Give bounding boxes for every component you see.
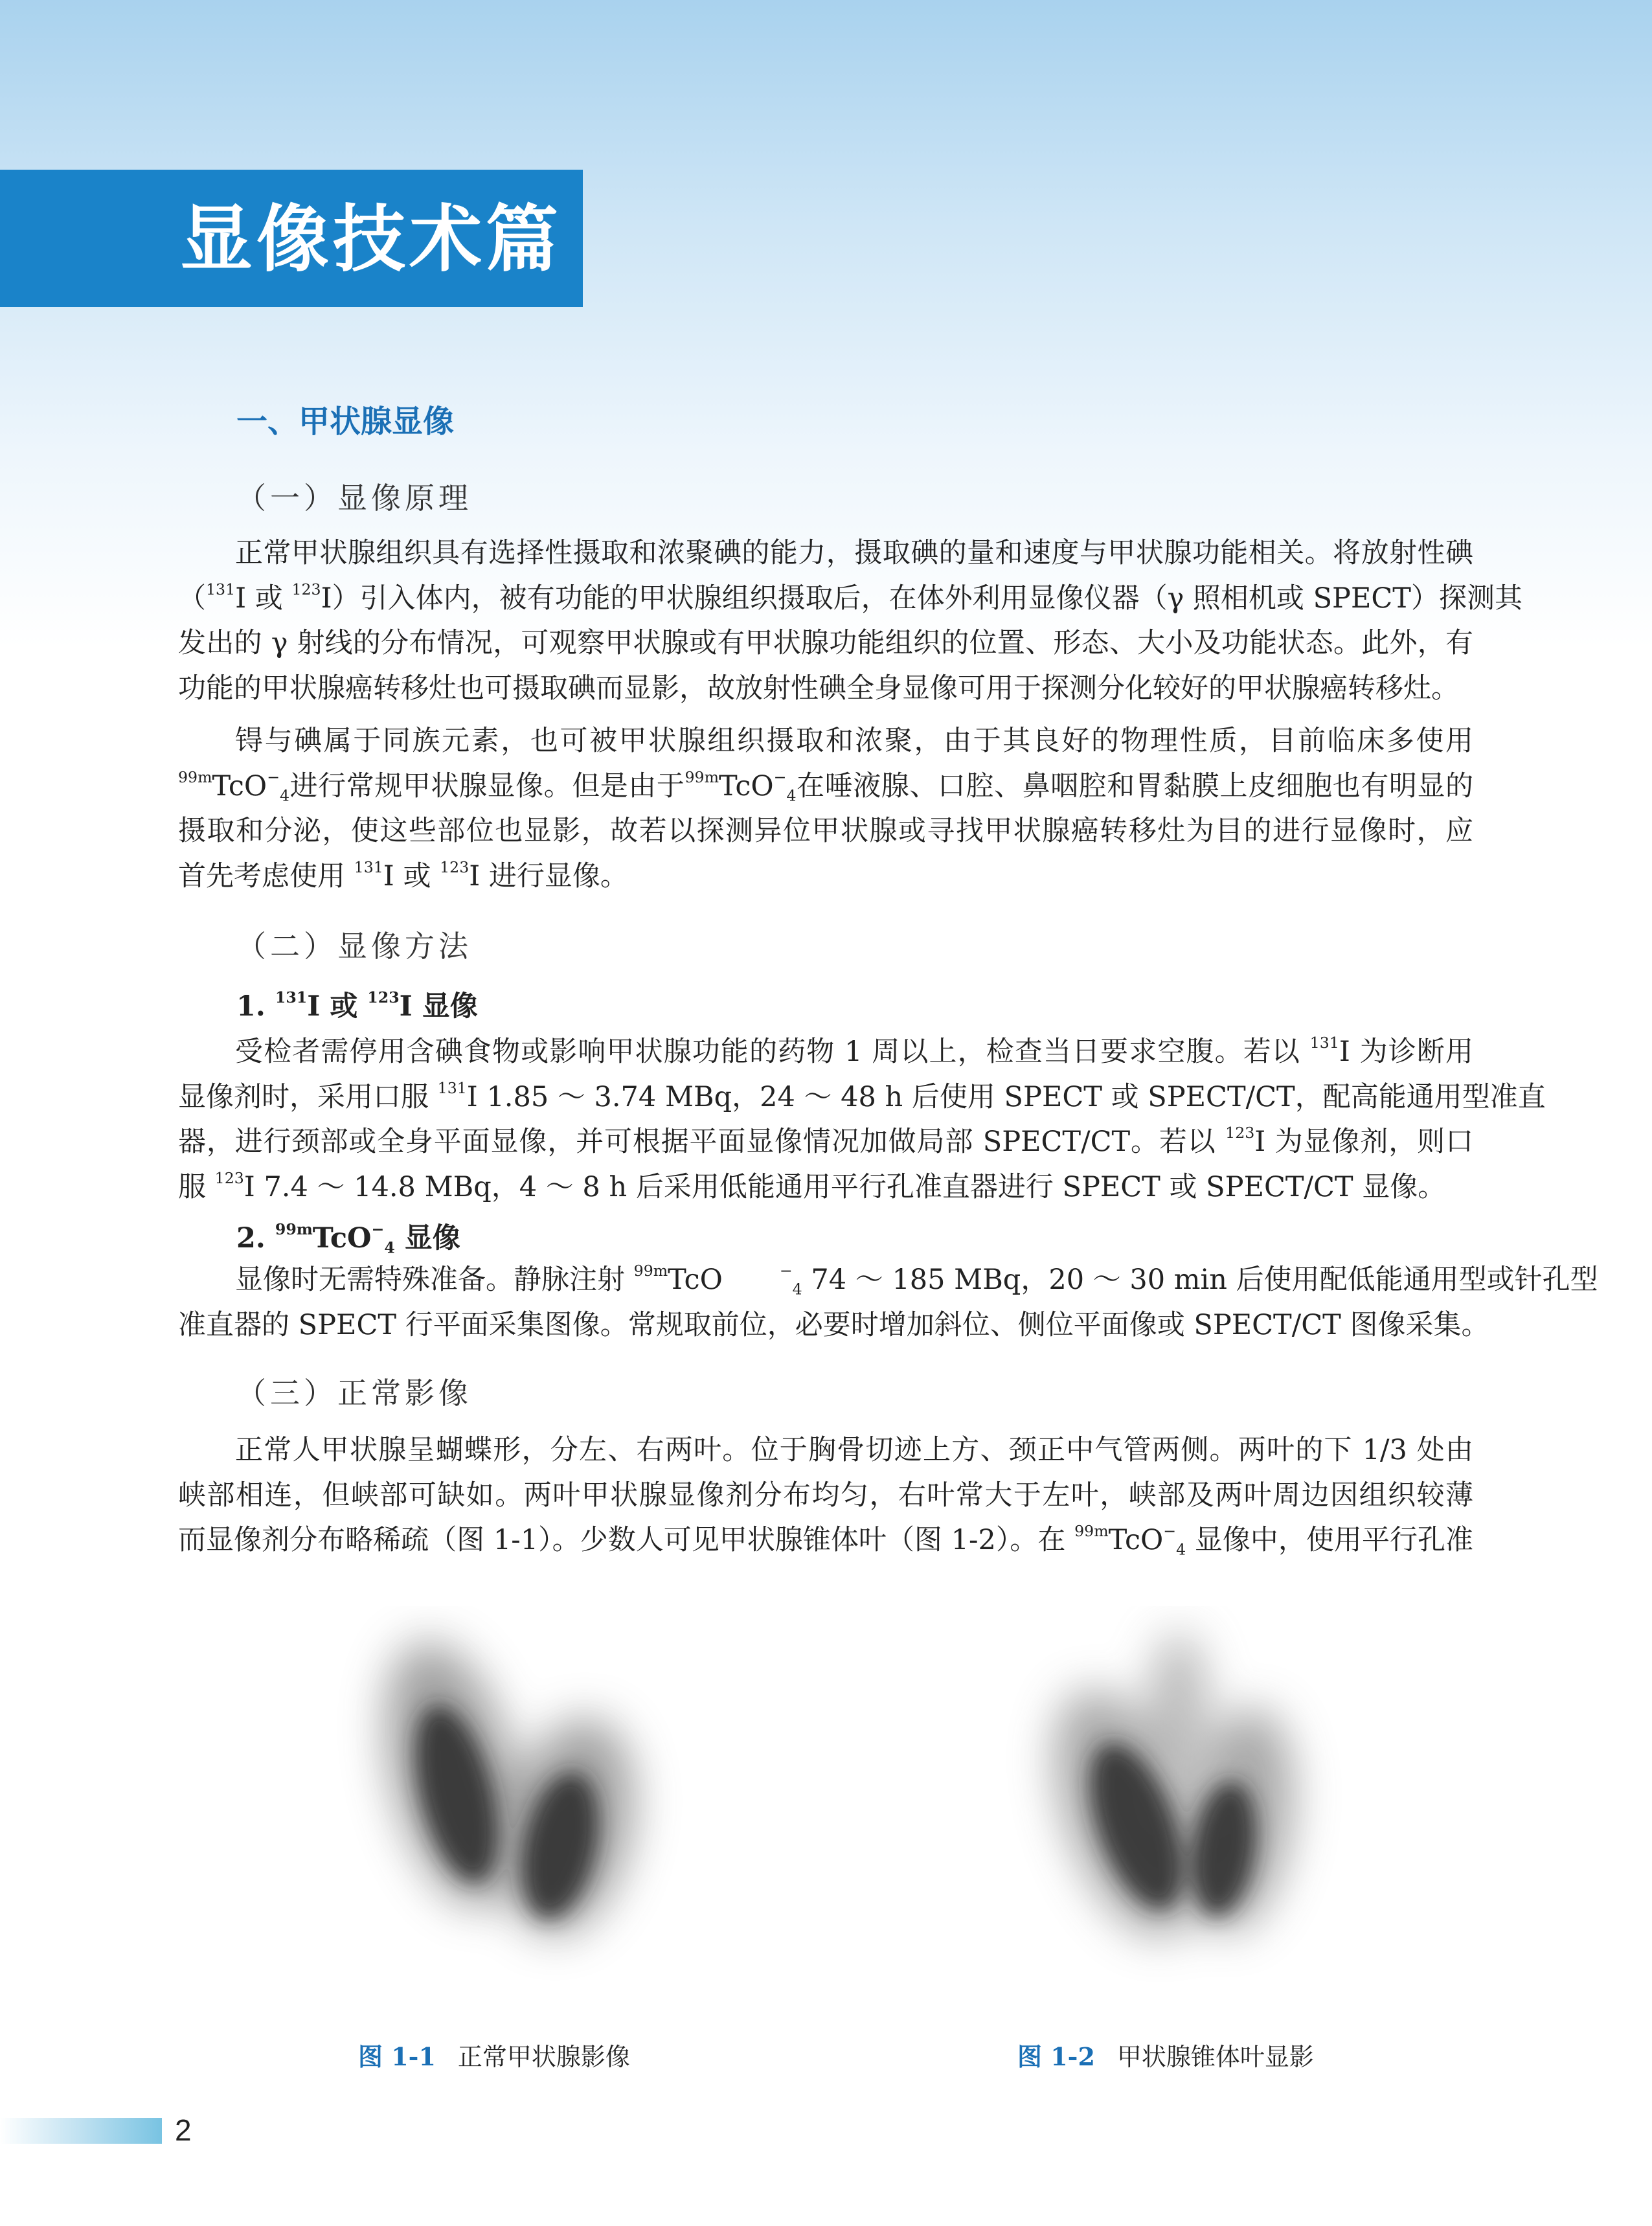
figure-normal-thyroid-image: [337, 1606, 758, 2021]
page-number: 2: [175, 2113, 192, 2147]
text-line: 正常人甲状腺呈蝴蝶形，分左、右两叶。位于胸骨切迹上方、颈正中气管两侧。两叶的下 1/3 处由: [235, 1434, 1473, 1466]
text-line: 服 $^{123}$I 7.4 ～ 14.8 MBq，4 ～ 8 h 后采用低能通用平行孔准直器进行 SPECT 或 SPECT/CT 显像。: [178, 1168, 1446, 1203]
figure-caption-text: 正常甲状腺影像: [457, 2043, 630, 2071]
section-title: 一、甲状腺显像: [236, 403, 455, 440]
figure-number: 图 1-2: [1017, 2042, 1095, 2071]
subsection-method: （二）显像方法: [236, 929, 472, 964]
paragraph-method1: [178, 1030, 1546, 1210]
text-line: 摄取和分泌，使这些部位也显影，故若以探测异位甲状腺或寻找甲状腺癌转移灶为目的进行显像时，应: [178, 815, 1473, 847]
paragraph-principle: [178, 531, 1522, 711]
subsection-principle: （一）显像原理: [236, 481, 472, 516]
footer-accent-bar: [0, 2118, 162, 2144]
paragraph-normal-image: [178, 1428, 1473, 1563]
figure-caption-2: [1017, 2037, 1314, 2073]
text-line: 正常甲状腺组织具有选择性摄取和浓聚碘的能力，摄取碘的量和速度与甲状腺功能相关。将放射性碘: [235, 537, 1473, 569]
figure-caption-1: [358, 2037, 630, 2073]
method2-title: 2. $^{99m}$TcO−4 显像: [236, 1220, 460, 1257]
text-line: 显像时无需特殊准备。静脉注射 $^{99m}$TcO −4 74 ～ 185 MBq，20 ～ 30 min 后使用配低能通用型或针孔型: [235, 1261, 1598, 1299]
text-line: 功能的甲状腺癌转移灶也可摄取碘而显影，故放射性碘全身显像可用于探测分化较好的甲状腺癌转移灶。: [178, 672, 1459, 705]
figure-number: 图 1-1: [358, 2042, 436, 2071]
text-line: 器，进行颈部或全身平面显像，并可根据平面显像情况加做局部 SPECT/CT。若以 $^{123}$I 为显像剂，则口: [178, 1123, 1473, 1158]
method1-title: 1. $^{131}$I 或 $^{123}$I 显像: [236, 988, 478, 1023]
text-line: 首先考虑使用 $^{131}$I 或 $^{123}$I 进行显像。: [178, 857, 628, 892]
paragraph-technetium: [178, 719, 1473, 899]
text-line: 发出的 γ 射线的分布情况，可观察甲状腺或有甲状腺功能组织的位置、形态、大小及功能状态。此外，有: [178, 627, 1473, 659]
figure-caption-text: 甲状腺锥体叶显影: [1116, 2043, 1314, 2071]
text-line: 而显像剂分布略稀疏（图 1-1）。少数人可见甲状腺锥体叶（图 1-2）。在 $^{99m}$TcO−4 显像中，使用平行孔准: [178, 1521, 1474, 1559]
paragraph-method2: [178, 1258, 1598, 1348]
text-line: 受检者需停用含碘食物或影响甲状腺功能的药物 1 周以上，检查当日要求空腹。若以 $^{131}$I 为诊断用: [235, 1033, 1473, 1068]
text-line: （$^{131}$I 或 $^{123}$I）引入体内，被有功能的甲状腺组织摄取后，在体外利用显像仪器（γ 照相机或 SPECT）探测其: [178, 580, 1522, 615]
subsection-normal: （三）正常影像: [236, 1376, 472, 1411]
text-line: 峡部相连，但峡部可缺如。两叶甲状腺显像剂分布均匀，右叶常大于左叶，峡部及两叶周边因组织较薄: [178, 1479, 1473, 1512]
text-line: 锝与碘属于同族元素，也可被甲状腺组织摄取和浓聚，由于其良好的物理性质，目前临床多使用: [235, 725, 1473, 757]
text-line: 准直器的 SPECT 行平面采集图像。常规取前位，必要时增加斜位、侧位平面像或 SPECT/CT 图像采集。: [178, 1308, 1489, 1341]
chapter-title: 显像技术篇: [180, 197, 562, 282]
text-line: $^{99m}$TcO−4进行常规甲状腺显像。但是由于$^{99m}$TcO−4在唾液腺、口腔、鼻咽腔和胃黏膜上皮细胞也有明显的: [178, 767, 1474, 804]
text-line: 显像剂时，采用口服 $^{131}$I 1.85 ～ 3.74 MBq，24 ～ 48 h 后使用 SPECT 或 SPECT/CT，配高能通用型准直: [178, 1078, 1546, 1113]
figure-pyramidal-lobe-image: [991, 1606, 1412, 2021]
